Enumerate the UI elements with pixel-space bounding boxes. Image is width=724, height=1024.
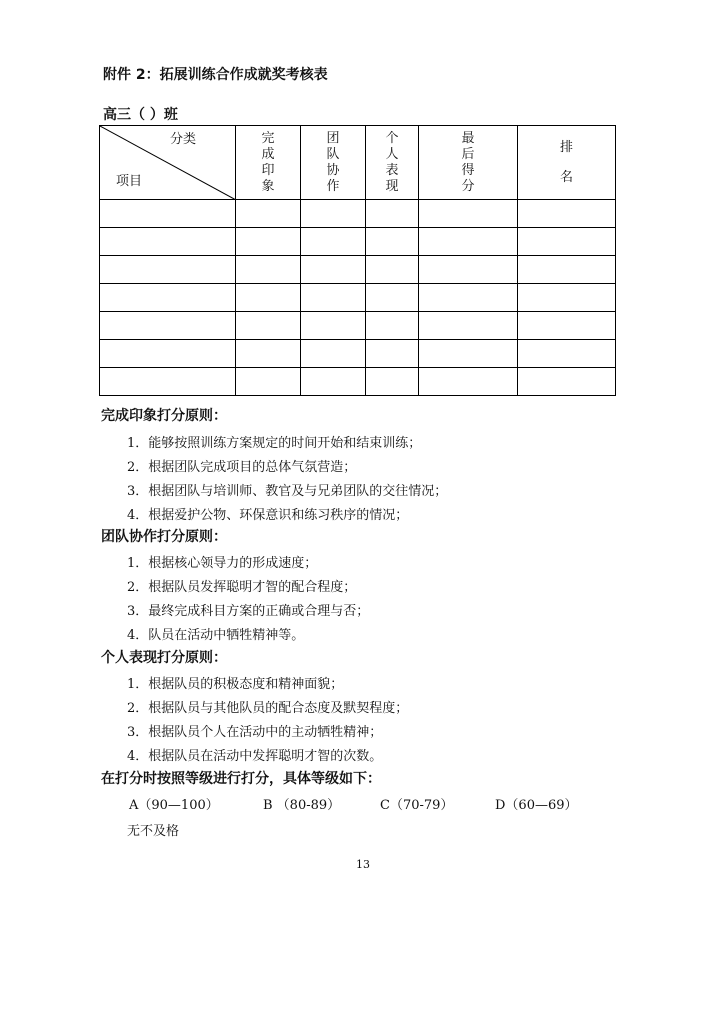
item-label: 项目	[116, 174, 143, 189]
grade-a: A（90—100）	[129, 798, 219, 813]
section-heading-completion: 完成印象打分原则：	[101, 408, 227, 424]
table-row	[100, 284, 616, 312]
list-item: 2．根据队员发挥聪明才智的配合程度；	[127, 580, 357, 595]
table-row	[100, 340, 616, 368]
header-ranking: 排 名	[518, 126, 616, 200]
list-item: 2．根据团队完成项目的总体气氛营造；	[127, 460, 357, 475]
document-title: 附件 2：拓展训练合作成就奖考核表	[103, 67, 328, 83]
grade-b: B （80-89）	[263, 798, 341, 813]
list-item: 1．能够按照训练方案规定的时间开始和结束训练；	[127, 436, 422, 451]
list-item: 3．最终完成科目方案的正确或合理与否；	[127, 604, 370, 619]
list-item: 4．根据队员在活动中发挥聪明才智的次数。	[127, 749, 383, 764]
header-completion-impression: 完 成 印 象	[236, 126, 301, 200]
table-row	[100, 368, 616, 396]
table-row	[100, 256, 616, 284]
list-item: 1．根据队员的积极态度和精神面貌；	[127, 677, 344, 692]
list-item: 3．根据队员个人在活动中的主动牺牲精神；	[127, 725, 383, 740]
table-row	[100, 312, 616, 340]
table-row	[100, 200, 616, 228]
no-fail-note: 无不及格	[127, 824, 180, 839]
table-row	[100, 228, 616, 256]
list-item: 4．队员在活动中牺牲精神等。	[127, 628, 305, 643]
category-label: 分类	[170, 132, 197, 147]
page-number: 13	[356, 858, 370, 871]
grading-heading: 在打分时按照等级进行打分，具体等级如下：	[101, 771, 381, 787]
class-label: 高三（ ）班	[103, 107, 178, 123]
list-item: 3．根据团队与培训师、教官及与兄弟团队的交往情况；	[127, 484, 448, 499]
table-header-row	[100, 126, 616, 200]
section-heading-teamwork: 团队协作打分原则：	[101, 529, 227, 545]
assessment-table	[99, 125, 616, 396]
list-item: 1．根据核心领导力的形成速度；	[127, 556, 318, 571]
grade-d: D（60—69）	[495, 798, 578, 813]
list-item: 2．根据队员与其他队员的配合态度及默契程度；	[127, 701, 409, 716]
list-item: 4．根据爱护公物、环保意识和练习秩序的情况；	[127, 508, 409, 523]
grade-c: C（70-79）	[380, 798, 454, 813]
header-personal-performance: 个 人 表 现	[366, 126, 419, 200]
header-team-cooperation: 团 队 协 作	[301, 126, 366, 200]
header-final-score: 最 后 得 分	[419, 126, 518, 200]
section-heading-personal: 个人表现打分原则：	[101, 650, 227, 666]
diagonal-header-cell	[100, 126, 236, 200]
